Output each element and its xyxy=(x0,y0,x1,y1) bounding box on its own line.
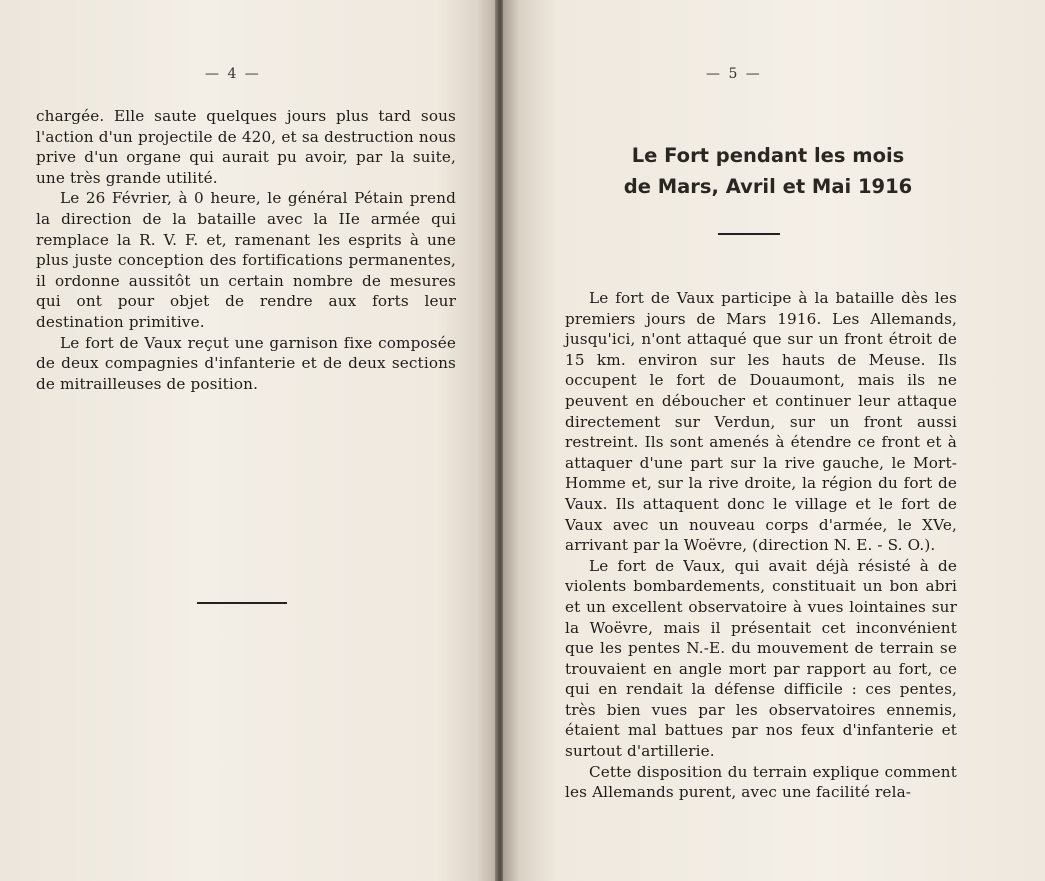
left-page xyxy=(0,0,497,881)
paragraph: Le fort de Vaux, qui avait déjà résisté à de violents bombardements, constituait un bon abri et un excellent observatoire à vues lointaines sur la Woëvre, mais il présentait cet inconvénient que les pentes N.-E. du mouvement de terrain se trouvaient en angle mort par rapport au fort, ce qui en rendait la défense difficile : ces pentes, très bien vues par les observatoires ennemis, étaient mal battues par nos feux d'infanterie et surtout d'artillerie. xyxy=(565,556,957,761)
heading-line: Le Fort pendant les mois xyxy=(631,144,905,167)
page-number: — 4 — xyxy=(205,66,261,82)
chapter-heading xyxy=(543,140,993,202)
heading-divider xyxy=(718,233,780,235)
body-text xyxy=(36,106,456,394)
heading-line: de Mars, Avril et Mai 1916 xyxy=(623,175,913,198)
paragraph: Le fort de Vaux reçut une garnison fixe composée de deux compagnies d'infanterie et de deux sections de mitrailleuses de position. xyxy=(36,333,456,393)
paragraph: Le 26 Février, à 0 heure, le général Pétain prend la direction de la bataille avec la IIe armée qui remplace la R. V. F. et, ramenant les esprits à une plus juste conception des fortifications permanentes, il ordonne aussitôt un certain nombre de mesures qui ont pour objet de rendre aux forts leur destination primitive. xyxy=(36,189,456,331)
body-text xyxy=(565,288,957,803)
section-divider xyxy=(197,602,287,604)
paragraph: Cette disposition du terrain explique comment les Allemands purent, avec une facilité rela- xyxy=(565,762,957,802)
right-page xyxy=(503,0,1045,881)
paragraph: Le fort de Vaux participe à la bataille dès les premiers jours de Mars 1916. Les Allemands, jusqu'ici, n'ont attaqué que sur un front étroit de 15 km. environ sur les hauts de Meuse. Ils occupent le fort de Douaumont, mais ils ne peuvent en déboucher et continuer leur attaque directement sur Verdun, sur un front aussi restreint. Ils sont amenés à étendre ce front et à attaquer d'une part sur la rive gauche, le Mort-Homme et, sur la rive droite, la région du fort de Vaux. Ils attaquent donc le village et le fort de Vaux avec un nouveau corps d'armée, le XVe, arrivant par la Woëvre, (direction N. E. - S. O.). xyxy=(565,289,957,555)
paragraph: chargée. Elle saute quelques jours plus tard sous l'action d'un projectile de 420, et sa destruction nous prive d'un organe qui aurait pu avoir, par la suite, une très grande utilité. xyxy=(36,107,456,187)
page-number: — 5 — xyxy=(706,66,762,82)
